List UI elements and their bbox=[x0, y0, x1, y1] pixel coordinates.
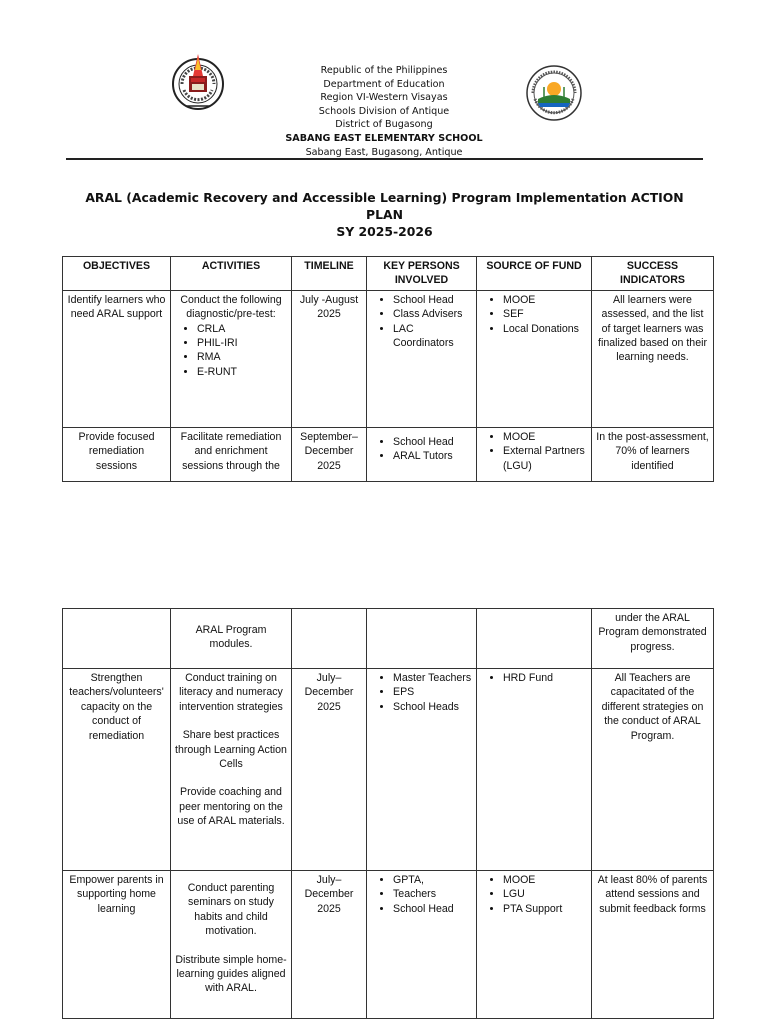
fund-cell bbox=[477, 871, 592, 1019]
column-header: OBJECTIVES bbox=[63, 257, 171, 291]
list-item: • Teachers bbox=[393, 887, 472, 901]
objective-cell: Provide focused remediation sessions bbox=[63, 427, 171, 481]
fund-list bbox=[481, 430, 587, 473]
list-item: • PTA Support bbox=[503, 902, 587, 916]
column-header: SUCCESS INDICATORS bbox=[592, 257, 714, 291]
fund-cell bbox=[477, 669, 592, 871]
persons-list bbox=[371, 671, 472, 714]
fund-list bbox=[481, 671, 587, 685]
activity-text: Conduct the following diagnostic/pre-test: bbox=[180, 293, 282, 321]
persons-list bbox=[371, 435, 472, 464]
header-line: Schools Division of Antique bbox=[318, 105, 450, 117]
timeline-cell: July -August 2025 bbox=[292, 290, 367, 427]
list-item: • School Head bbox=[393, 293, 472, 307]
activities-cell bbox=[171, 871, 292, 1019]
timeline-cell: September–December 2025 bbox=[292, 427, 367, 481]
list-item: • RMA bbox=[197, 350, 287, 364]
list-item: • CRLA bbox=[197, 322, 287, 336]
indicator-cell: under the ARAL Program demonstrated progress. bbox=[592, 609, 714, 669]
list-item: • School Head bbox=[393, 435, 472, 449]
list-item: • MOOE bbox=[503, 430, 587, 444]
fund-cell bbox=[477, 427, 592, 481]
list-item: • E-RUNT bbox=[197, 365, 287, 379]
header-line: Republic of the Philippines bbox=[320, 65, 448, 76]
timeline-cell bbox=[292, 609, 367, 669]
list-item: • LGU bbox=[503, 887, 587, 901]
table-row bbox=[63, 871, 714, 1019]
objective-cell: Strengthen teachers/volunteers' capacity on the conduct of remediation bbox=[63, 669, 171, 871]
persons-cell bbox=[367, 290, 477, 427]
header-line: Department of Education bbox=[323, 78, 445, 90]
letterhead-text bbox=[234, 64, 534, 159]
indicator-cell: At least 80% of parents attend sessions and submit feedback forms bbox=[592, 871, 714, 1019]
list-item: • School Head bbox=[393, 902, 472, 916]
persons-list bbox=[371, 873, 472, 916]
indicator-cell: All learners were assessed, and the list of target learners was finalized based on their learning needs. bbox=[592, 290, 714, 427]
persons-cell bbox=[367, 427, 477, 481]
column-header: KEY PERSONS INVOLVED bbox=[367, 257, 477, 291]
list-item: • SEF bbox=[503, 307, 587, 321]
action-plan-table bbox=[62, 256, 714, 482]
persons-cell bbox=[367, 669, 477, 871]
fund-list bbox=[481, 873, 587, 916]
activity-text: Conduct parenting seminars on study habits and child motivation. bbox=[187, 882, 275, 938]
fund-list bbox=[481, 293, 587, 336]
column-header: ACTIVITIES bbox=[171, 257, 292, 291]
letterhead bbox=[0, 0, 768, 160]
activity-text: ARAL Program modules. bbox=[195, 624, 267, 651]
objective-cell bbox=[63, 609, 171, 669]
list-item: • PHIL-IRI bbox=[197, 336, 287, 350]
fund-cell bbox=[477, 290, 592, 427]
table-row bbox=[63, 427, 714, 481]
list-item: • EPS bbox=[393, 685, 472, 699]
activities-cell bbox=[171, 290, 292, 427]
timeline-cell: July–December 2025 bbox=[292, 871, 367, 1019]
document-title bbox=[66, 189, 703, 240]
list-item: • GPTA, bbox=[393, 873, 472, 887]
indicator-cell: All Teachers are capacitated of the different strategies on the conduct of ARAL Program. bbox=[592, 669, 714, 871]
fund-cell bbox=[477, 609, 592, 669]
activity-text: Share best practices through Learning Action Cells bbox=[175, 729, 287, 771]
header-line: District of Bugasong bbox=[335, 119, 433, 131]
title-line: ARAL (Academic Recovery and Accessible Learning) Program Implementation ACTION PLAN bbox=[85, 190, 684, 222]
table-header-row bbox=[63, 257, 714, 291]
table-row bbox=[63, 669, 714, 871]
list-item: • ARAL Tutors bbox=[393, 449, 472, 463]
table-row bbox=[63, 290, 714, 427]
school-address: Sabang East, Bugasong, Antique bbox=[305, 146, 463, 158]
list-item: • MOOE bbox=[503, 293, 587, 307]
header-divider bbox=[66, 158, 703, 160]
activities-cell: Facilitate remediation and enrichment sessions through the bbox=[171, 427, 292, 481]
school-name: SABANG EAST ELEMENTARY SCHOOL bbox=[285, 132, 483, 144]
activity-text: Conduct training on literacy and numeracy intervention strategies bbox=[179, 672, 283, 713]
table-row bbox=[63, 609, 714, 669]
list-item: • HRD Fund bbox=[503, 671, 587, 685]
column-header: TIMELINE bbox=[292, 257, 367, 291]
objective-cell: Empower parents in supporting home learning bbox=[63, 871, 171, 1019]
list-item: • LAC Coordinators bbox=[393, 322, 472, 351]
school-year: SY 2025-2026 bbox=[336, 224, 433, 239]
activity-text: Provide coaching and peer mentoring on the use of ARAL materials. bbox=[177, 786, 285, 828]
activities-cell bbox=[171, 609, 292, 669]
deped-seal-icon bbox=[170, 46, 226, 114]
indicator-cell: In the post-assessment, 70% of learners identified bbox=[592, 427, 714, 481]
timeline-cell: July–December 2025 bbox=[292, 669, 367, 871]
activity-text: Distribute simple home-learning guides aligned with ARAL. bbox=[175, 953, 287, 995]
persons-cell bbox=[367, 609, 477, 669]
list-item: • External Partners (LGU) bbox=[503, 444, 587, 473]
column-header: SOURCE OF FUND bbox=[477, 257, 592, 291]
school-seal-icon bbox=[524, 63, 584, 123]
list-item: • Class Advisers bbox=[393, 307, 472, 321]
persons-list bbox=[371, 293, 472, 351]
list-item: • School Heads bbox=[393, 700, 472, 714]
persons-cell bbox=[367, 871, 477, 1019]
activity-list bbox=[175, 322, 287, 380]
list-item: • MOOE bbox=[503, 873, 587, 887]
list-item: • Local Donations bbox=[503, 322, 587, 336]
activities-cell bbox=[171, 669, 292, 871]
header-line: Region VI-Western Visayas bbox=[320, 92, 448, 104]
action-plan-table-continued bbox=[62, 608, 714, 1019]
list-item: • Master Teachers bbox=[393, 671, 472, 685]
objective-cell: Identify learners who need ARAL support bbox=[63, 290, 171, 427]
